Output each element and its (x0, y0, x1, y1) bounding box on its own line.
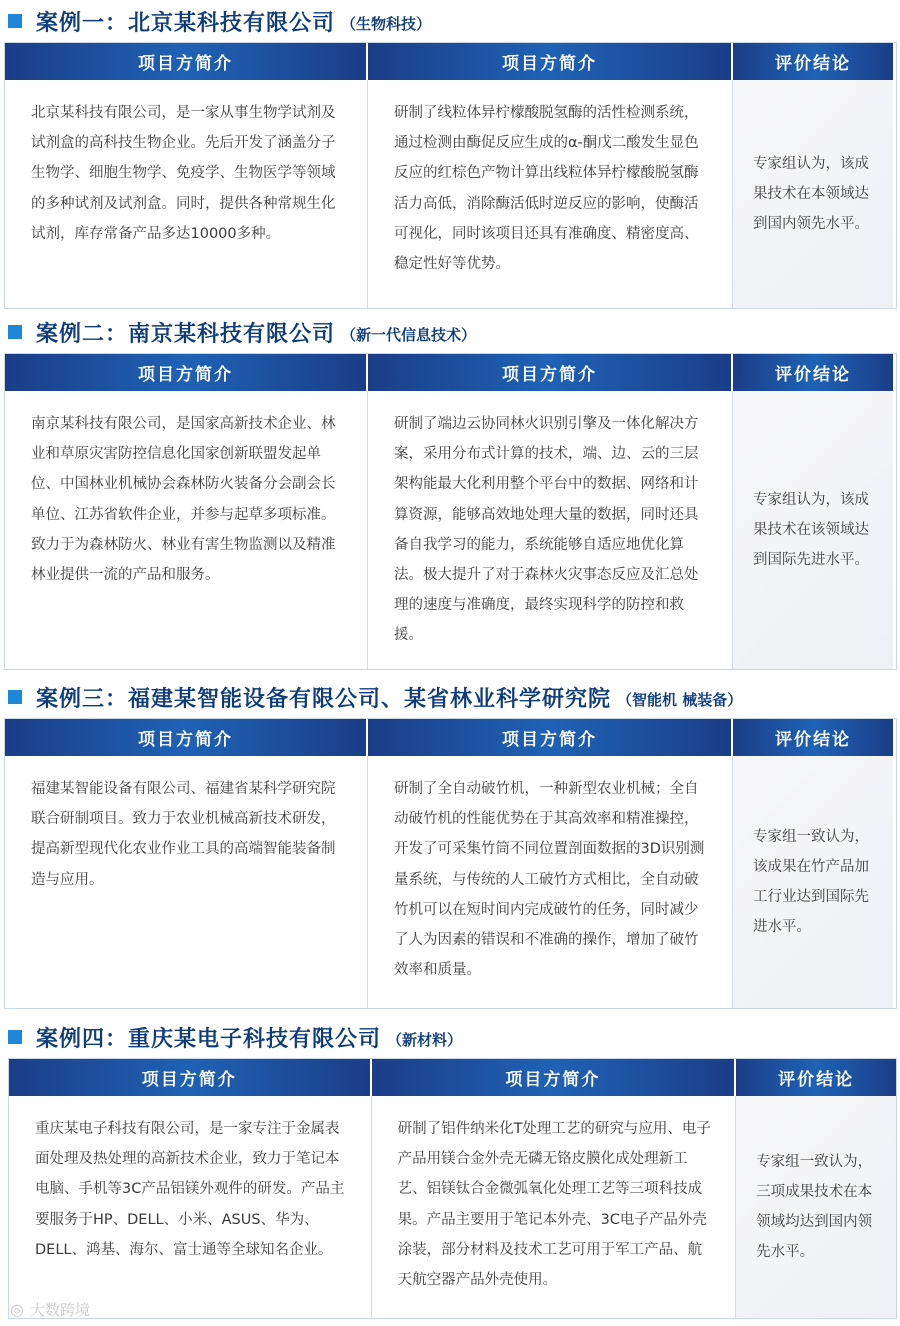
header-conclusion: 评价结论 (733, 354, 893, 391)
header-intro2: 项目方简介 (372, 1059, 737, 1096)
logo-icon: ◎ (10, 1300, 24, 1319)
conclusion-cell (733, 756, 893, 1008)
header-conclusion: 评价结论 (736, 1059, 896, 1096)
project-intro-cell: 研制了全自动破竹机，一种新型农业机械；全自动破竹机的性能优势在于其高效率和精准操控，开发了可采集竹筒不同位置剖面数据的3D识别测量系统，与传统的人工破竹方式相比，全自动破竹机可以在短时间内完成破竹的任务，同时减少了人为因素的错误和不准确的操作，增加了破竹效率和质量。 (368, 756, 733, 1008)
table-header (5, 719, 896, 756)
conclusion-cell (733, 391, 893, 669)
case-category-tag: （新一代信息技术） (341, 325, 477, 344)
project-intro-cell: 研制了线粒体异柠檬酸脱氢酶的活性检测系统，通过检测由酶促反应生成的α-酮戊二酸发生显色反应的红棕色产物计算出线粒体异柠檬酸脱氢酶活力高低，消除酶活低时逆反应的影响，使酶活可视化，同时该项目还具有准确度、精密度高、稳定性好等优势。 (368, 80, 733, 308)
case-title-text: 案例四：重庆某电子科技有限公司 (36, 1026, 382, 1052)
case-title-text: 案例三：福建某智能设备有限公司、某省林业科学研究院 (36, 686, 612, 712)
conclusion-text: 专家组认为，该成果技术在该领域达到国际先进水平。 (753, 491, 869, 569)
watermark (10, 1299, 90, 1320)
table-header (5, 43, 896, 80)
table-body (9, 1096, 896, 1318)
company-intro-cell: 南京某科技有限公司，是国家高新技术企业、林业和草原灾害防控信息化国家创新联盟发起单位、中国林业机械协会森林防火装备分会副会长单位、江苏省软件企业，并参与起草多项标准。致力于为森林防火、林业有害生物监测以及精准林业提供一流的产品和服务。 (5, 391, 368, 669)
title-square-icon (8, 690, 22, 704)
conclusion-text: 专家组认为，该成果技术在本领域达到国内领先水平。 (753, 155, 869, 233)
case-1 (0, 0, 900, 309)
table-header (9, 1059, 896, 1096)
case-table (4, 353, 897, 670)
project-intro-cell: 研制了铝件纳米化T处理工艺的研究与应用、电子产品用镁合金外壳无磷无铬皮膜化成处理新工艺、铝镁钛合金微弧氧化处理工艺等三项科技成果。产品主要用于笔记本外壳、3C电子产品外壳涂装，部分材料及技术工艺可用于军工产品、航天航空器产品外壳使用。 (372, 1096, 737, 1318)
header-intro: 项目方简介 (9, 1059, 372, 1096)
table-header (5, 354, 896, 391)
case-table (4, 718, 897, 1009)
case-table (8, 1058, 897, 1319)
case-title (0, 676, 900, 718)
case-title (0, 311, 900, 353)
case-title (0, 1016, 900, 1058)
case-category-tag: （新材料） (387, 1030, 463, 1049)
case-3 (0, 676, 900, 1009)
case-category-tag: （智能机 械装备） (617, 690, 743, 709)
conclusion-cell (736, 1096, 896, 1318)
project-intro-cell: 研制了端边云协同林火识别引擎及一体化解决方案，采用分布式计算的技术，端、边、云的三层架构能最大化利用整个平台中的数据、网络和计算资源，能够高效地处理大量的数据，同时还具备自我学习的能力，系统能够自适应地优化算法。极大提升了对于森林火灾事态反应及汇总处理的速度与准确度，最终实现科学的防控和救援。 (368, 391, 733, 669)
company-intro-cell: 北京某科技有限公司，是一家从事生物学试剂及试剂盒的高科技生物企业。先后开发了涵盖分子生物学、细胞生物学、免疫学、生物医学等领域的多种试剂及试剂盒。同时，提供各种常规生化试剂，库存常备产品多达10000多种。 (5, 80, 368, 308)
case-title-text: 案例二：南京某科技有限公司 (36, 321, 336, 347)
header-conclusion: 评价结论 (733, 719, 893, 756)
case-category-tag: （生物科技） (341, 14, 432, 33)
table-body (5, 80, 896, 308)
header-intro: 项目方简介 (5, 719, 368, 756)
header-conclusion: 评价结论 (733, 43, 893, 80)
header-intro2: 项目方简介 (368, 354, 733, 391)
table-body (5, 391, 896, 669)
case-title (0, 0, 900, 42)
conclusion-text: 专家组一致认为，该成果在竹产品加工行业达到国际先进水平。 (753, 828, 869, 936)
conclusion-cell (733, 80, 893, 308)
watermark-text: 大数跨境 (29, 1301, 90, 1319)
table-body (5, 756, 896, 1008)
case-4 (0, 1016, 900, 1319)
case-title-text: 案例一：北京某科技有限公司 (36, 10, 336, 36)
title-square-icon (8, 14, 22, 28)
header-intro: 项目方简介 (5, 43, 368, 80)
company-intro-cell: 福建某智能设备有限公司、福建省某科学研究院联合研制项目。致力于农业机械高新技术研发，提高新型现代化农业作业工具的高端智能装备制造与应用。 (5, 756, 368, 1008)
title-square-icon (8, 325, 22, 339)
conclusion-text: 专家组一致认为，三项成果技术在本领域均达到国内领先水平。 (756, 1153, 873, 1261)
header-intro2: 项目方简介 (368, 43, 733, 80)
title-square-icon (8, 1030, 22, 1044)
header-intro2: 项目方简介 (368, 719, 733, 756)
case-2 (0, 311, 900, 670)
header-intro: 项目方简介 (5, 354, 368, 391)
company-intro-cell: 重庆某电子科技有限公司，是一家专注于金属表面处理及热处理的高新技术企业，致力于笔记本电脑、手机等3C产品铝镁外观件的研发。产品主要服务于HP、DELL、小米、ASUS、华为、DELL、鸿基、海尔、富士通等全球知名企业。 (9, 1096, 372, 1318)
case-table (4, 42, 897, 309)
